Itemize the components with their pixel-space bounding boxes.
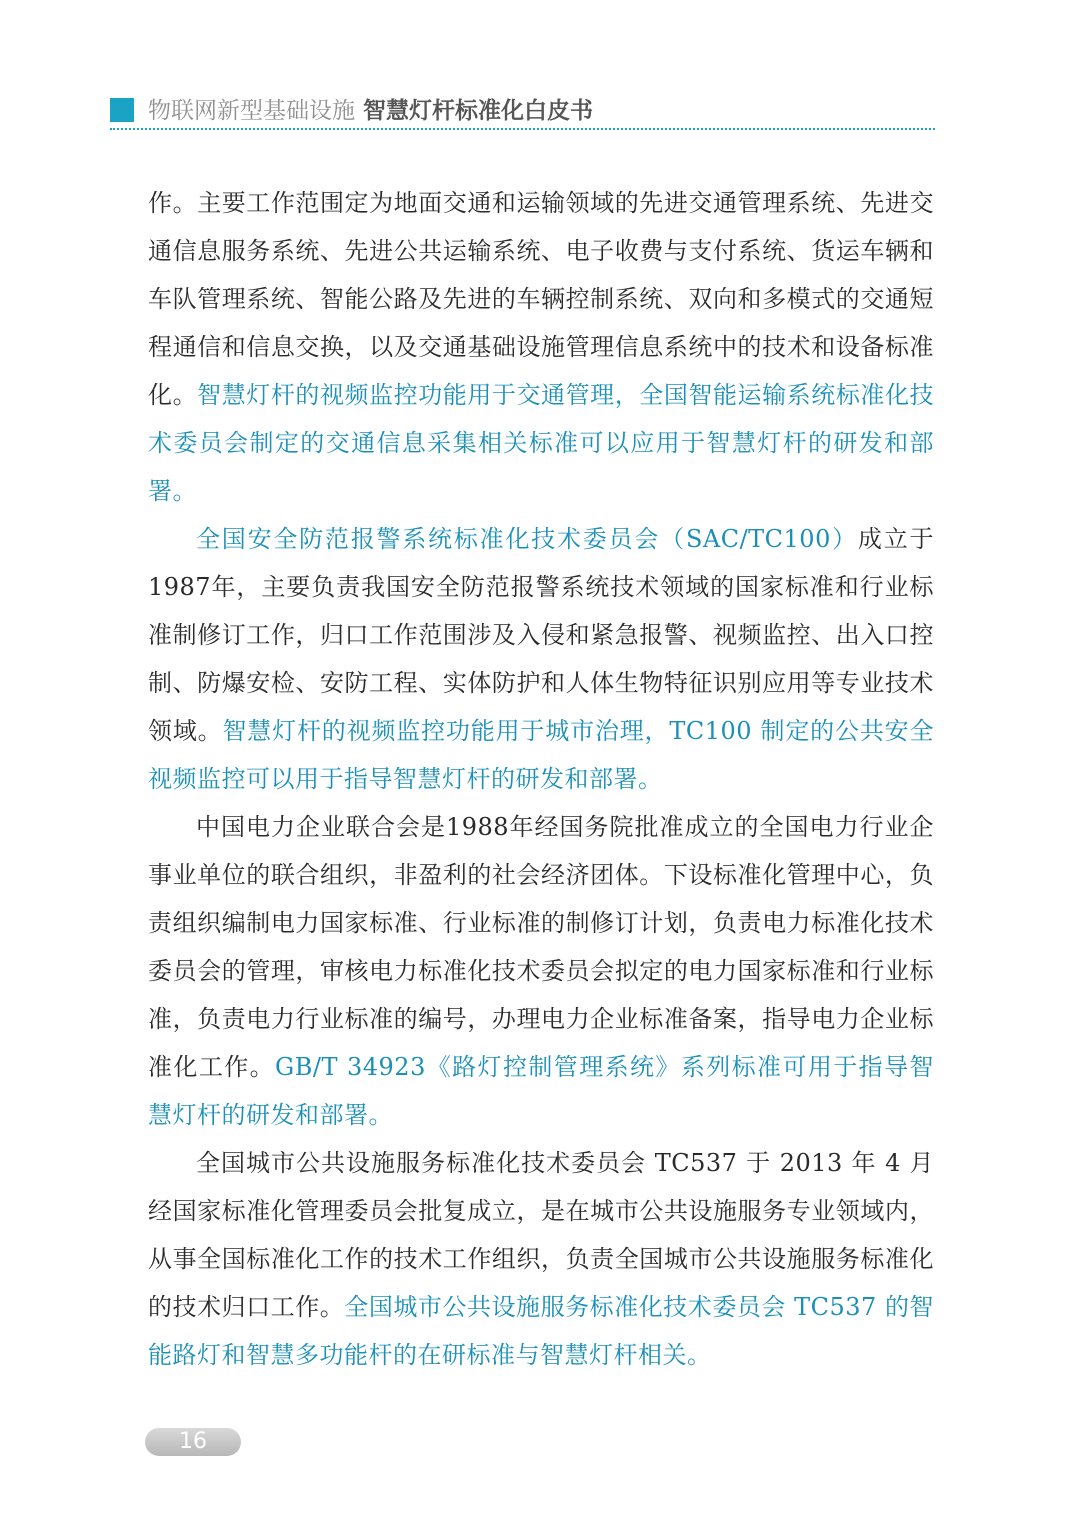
paragraph-cec <box>148 803 934 1139</box>
paragraph-text: 中国电力企业联合会是1988年经国务院批准成立的全国电力行业企事业单位的联合组织，非盈利的社会经济团体。下设标准化管理中心，负责组织编制电力国家标准、行业标准的制修订计划，负责电力标准化技术委员会的管理，审核电力标准化技术委员会拟定的电力国家标准和行业标准，负责电力行业标准的编号，办理电力企业标准备案，指导电力企业标准化工作。 <box>148 813 934 1081</box>
paragraph-highlight: GB/T 34923《路灯控制管理系统》系列标准可用于指导智慧灯杆的研发和部署。 <box>148 1053 934 1129</box>
header-square-icon <box>110 98 134 122</box>
header-series: 物联网新型基础设施 <box>148 98 355 124</box>
paragraph-highlight: 全国安全防范报警系统标准化技术委员会（SAC/TC100） <box>196 525 858 553</box>
paragraph-text: 全国城市公共设施服务标准化技术委员会 TC537 于 2013 年 4 月经国家标准化管理委员会批复成立，是在城市公共设施服务专业领域内，从事全国标准化工作的技术工作组织，负责全国城市公共设施服务标准化的技术归口工作。 <box>148 1149 934 1321</box>
header-title: 智慧灯杆标准化白皮书 <box>363 98 593 124</box>
running-header <box>110 96 935 130</box>
paragraph-tc100 <box>148 515 934 803</box>
page-number: 16 <box>145 1428 241 1456</box>
paragraph-tc537 <box>148 1139 934 1379</box>
header-divider <box>110 128 935 130</box>
paragraph-its-committee <box>148 179 934 515</box>
body-text <box>148 179 934 1379</box>
paragraph-highlight: 智慧灯杆的视频监控功能用于交通管理，全国智能运输系统标准化技术委员会制定的交通信息采集相关标准可以应用于智慧灯杆的研发和部署。 <box>148 381 935 505</box>
header-text <box>148 96 593 126</box>
paragraph-highlight: 智慧灯杆的视频监控功能用于城市治理，TC100 制定的公共安全视频监控可以用于指导智慧灯杆的研发和部署。 <box>148 717 934 793</box>
paragraph-text: 作。主要工作范围定为地面交通和运输领域的先进交通管理系统、先进交通信息服务系统、先进公共运输系统、电子收费与支付系统、货运车辆和车队管理系统、智能公路及先进的车辆控制系统、双向和多模式的交通短程通信和信息交换，以及交通基础设施管理信息系统中的技术和设备标准化。 <box>148 189 934 409</box>
paragraph-text: 成立于1987年，主要负责我国安全防范报警系统技术领域的国家标准和行业标准制修订工作，归口工作范围涉及入侵和紧急报警、视频监控、出入口控制、防爆安检、安防工程、实体防护和人体生物特征识别应用等专业技术领域。 <box>148 525 934 745</box>
paragraph-highlight: 全国城市公共设施服务标准化技术委员会 TC537 的智能路灯和智慧多功能杆的在研标准与智慧灯杆相关。 <box>148 1293 935 1369</box>
